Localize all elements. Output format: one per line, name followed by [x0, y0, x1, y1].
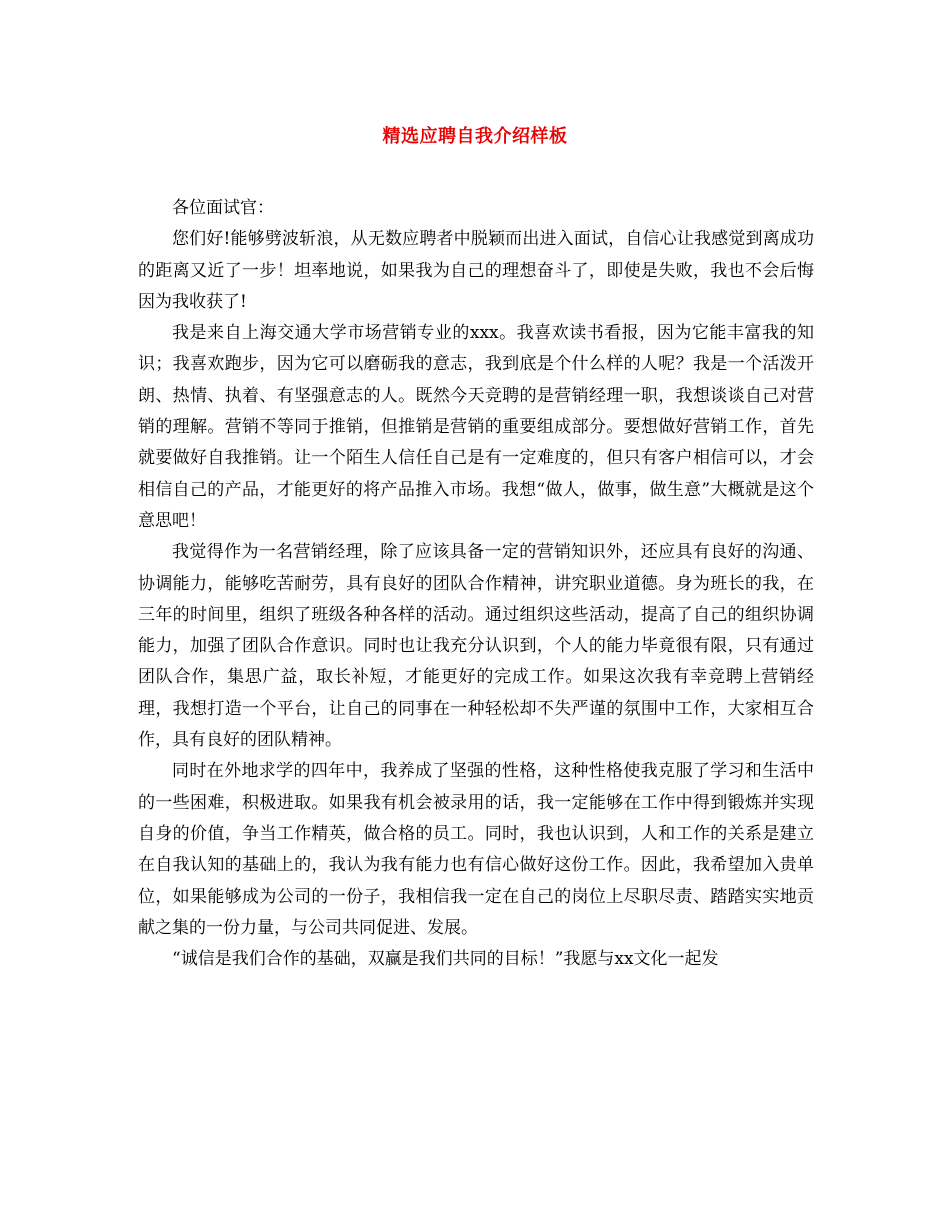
paragraph-manager-qualities: 我觉得作为一名营销经理，除了应该具备一定的营销知识外，还应具有良好的沟通、协调能力，能够吃苦耐劳，具有良好的团队合作精神，讲究职业道德。身为班长的我，在三年的时间里，组织了班级各种各样的活动。通过组织这些活动，提高了自己的组织协调能力，加强了团队合作意识。同时也让我充分认识到，个人的能力毕竟很有限，只有通过团队合作，集思广益，取长补短，才能更好的完成工作。如果这次我有幸竞聘上营销经理，我想打造一个平台，让自己的同事在一种轻松却不失严谨的氛围中工作，大家相互合作，具有良好的团队精神。	[138, 542, 814, 751]
document-title: 精选应聘自我介绍样板	[382, 126, 568, 147]
paragraph-closing: “诚信是我们合作的基础，双赢是我们共同的目标！”我愿与xx文化一起发	[172, 949, 719, 970]
paragraph-opening: 您们好!能够劈波斩浪，从无数应聘者中脱颖而出进入面试，自信心让我感觉到离成功的距离又近了一步！坦率地说，如果我为自己的理想奋斗了，即使是失败，我也不会后悔因为我收获了!	[138, 229, 814, 312]
paragraph-character: 同时在外地求学的四年中，我养成了坚强的性格，这种性格使我克服了学习和生活中的一些困难，积极进取。如果我有机会被录用的话，我一定能够在工作中得到锻炼并实现自身的价值，争当工作精英，做合格的员工。同时，我也认识到，人和工作的关系是建立在自我认知的基础上的，我认为我有能力也有信心做好这份工作。因此，我希望加入贵单位，如果能够成为公司的一份子，我相信我一定在自己的岗位上尽职尽责、踏踏实实地贡献之集的一份力量，与公司共同促进、发展。	[138, 761, 814, 938]
paragraph-greeting: 各位面试官：	[172, 198, 274, 218]
paragraph-introduction: 我是来自上海交通大学市场营销专业的xxx。我喜欢读书看报，因为它能丰富我的知识；我喜欢跑步，因为它可以磨砺我的意志，我到底是个什么样的人呢？我是一个活泼开朗、热情、执着、有坚强意志的人。既然今天竞聘的是营销经理一职，我想谈谈自己对营销的理解。营销不等同于推销，但推销是营销的重要组成部分。要想做好营销工作，首先就要做好自我推销。让一个陌生人信任自己是有一定难度的，但只有客户相信可以，才会相信自己的产品，才能更好的将产品推入市场。我想“做人，做事，做生意”大概就是这个意思吧！	[138, 323, 814, 531]
document-body	[138, 193, 814, 975]
